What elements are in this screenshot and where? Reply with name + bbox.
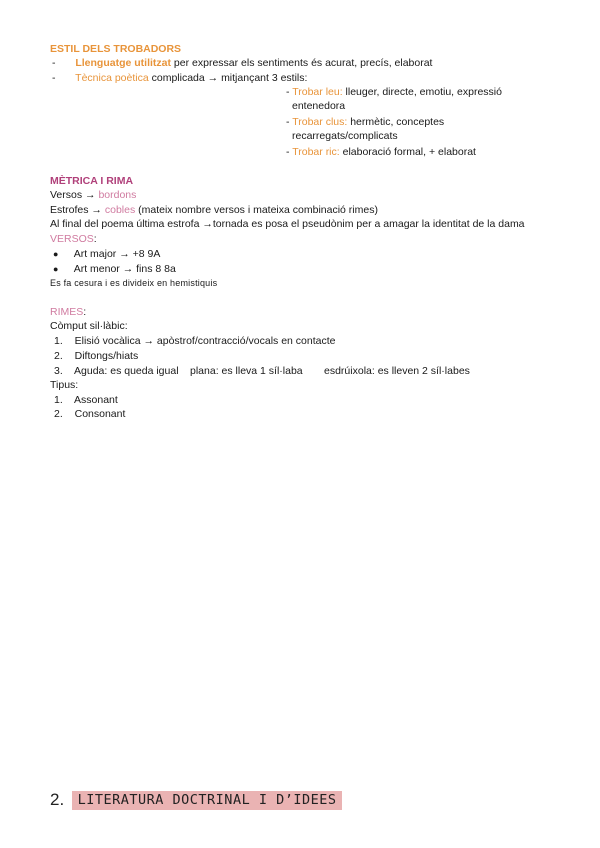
plana-text: plana: es lleva 1 síl·laba xyxy=(190,365,303,377)
item-number: 2. xyxy=(54,408,63,420)
heading-literatura-doctrinal xyxy=(50,790,342,810)
cesura-note: Es fa cesura i es divideix en hemistiquis xyxy=(50,278,218,288)
style-text: hermètic, conceptes xyxy=(347,116,445,128)
dash: - xyxy=(286,116,293,128)
dash: - xyxy=(286,86,293,98)
estrofes-line xyxy=(50,204,378,217)
section-title-metrica: MÈTRICA I RIMA xyxy=(50,175,134,187)
item-number: 3. xyxy=(54,365,63,377)
item-number: 1. xyxy=(54,335,63,347)
term-tecnica: Tècnica poètica xyxy=(75,72,149,84)
list-item xyxy=(54,335,335,348)
versos-label-line: VERSOS: xyxy=(50,233,97,245)
term-llenguatge: Llenguatge utilitzat xyxy=(75,57,172,69)
style-text: elaboració formal, + elaborat xyxy=(339,146,476,158)
item-text: per expressar els sentiments és acurat, precís, elaborat xyxy=(171,57,433,69)
term-trobar-ric: Trobar ric: xyxy=(292,146,340,158)
style-text: lleuger, directe, emotiu, expressió xyxy=(342,86,502,98)
list-item xyxy=(52,72,307,85)
heading-number: 2. xyxy=(50,790,65,809)
versos-pre: Versos → xyxy=(50,189,99,201)
style-cont: entenedora xyxy=(292,100,346,112)
section-title-rimes: RIMES xyxy=(50,306,84,318)
estrofes-pre: Estrofes → xyxy=(50,204,105,216)
versos-line xyxy=(50,189,136,202)
dash: - xyxy=(52,57,56,69)
style-cont: recarregats/complicats xyxy=(292,130,398,142)
list-item xyxy=(54,408,125,421)
esdruixola-text: esdrúixola: es lleven 2 síl·labes xyxy=(324,365,470,377)
item-number: 2. xyxy=(54,350,63,362)
item-text: Diftongs/hiats xyxy=(74,350,139,362)
dash: - xyxy=(52,72,56,84)
tipus-label: Tipus: xyxy=(50,379,79,391)
list-item xyxy=(54,365,179,378)
bullet-text: Art major → +8 9A xyxy=(73,248,161,260)
computo-label: Còmput sil·làbic: xyxy=(50,320,128,332)
item-number: 1. xyxy=(54,394,63,406)
bullet-text: Art menor → fins 8 8a xyxy=(73,263,176,275)
style-item-leu xyxy=(286,86,502,99)
section-title-estil: ESTIL DELS TROBADORS xyxy=(50,43,182,55)
estrofes-post: (mateix nombre versos i mateixa combinació rimes) xyxy=(135,204,378,216)
style-item-ric xyxy=(286,146,476,159)
bullet-item xyxy=(53,263,176,276)
list-item xyxy=(54,394,118,407)
bullet-icon: ● xyxy=(53,249,59,259)
term-trobar-leu: Trobar leu: xyxy=(292,86,343,98)
item-text: Assonant xyxy=(74,394,118,406)
rimes-heading: RIMES: xyxy=(50,306,87,318)
bullet-icon: ● xyxy=(53,264,59,274)
heading-text: LITERATURA DOCTRINAL I D’IDEES xyxy=(72,791,343,810)
item-text: Consonant xyxy=(74,408,126,420)
list-item xyxy=(54,350,138,363)
term-bordons: bordons xyxy=(98,189,137,201)
dash: - xyxy=(286,146,293,158)
final-line: Al final del poema última estrofa →tornada es posa el pseudònim per a amagar la identitat de la dama xyxy=(50,218,525,230)
style-item-clus xyxy=(286,116,444,129)
term-cobles: cobles xyxy=(104,204,136,216)
item-text: Elisió vocàlica → apòstrof/contracció/vocals en contacte xyxy=(74,335,336,347)
versos-label: VERSOS xyxy=(50,233,94,245)
item-text: complicada → mitjançant 3 estils: xyxy=(148,72,308,84)
list-item xyxy=(52,57,432,70)
item-text: Aguda: es queda igual xyxy=(74,365,179,377)
term-trobar-clus: Trobar clus: xyxy=(292,116,348,128)
bullet-item xyxy=(53,248,160,261)
